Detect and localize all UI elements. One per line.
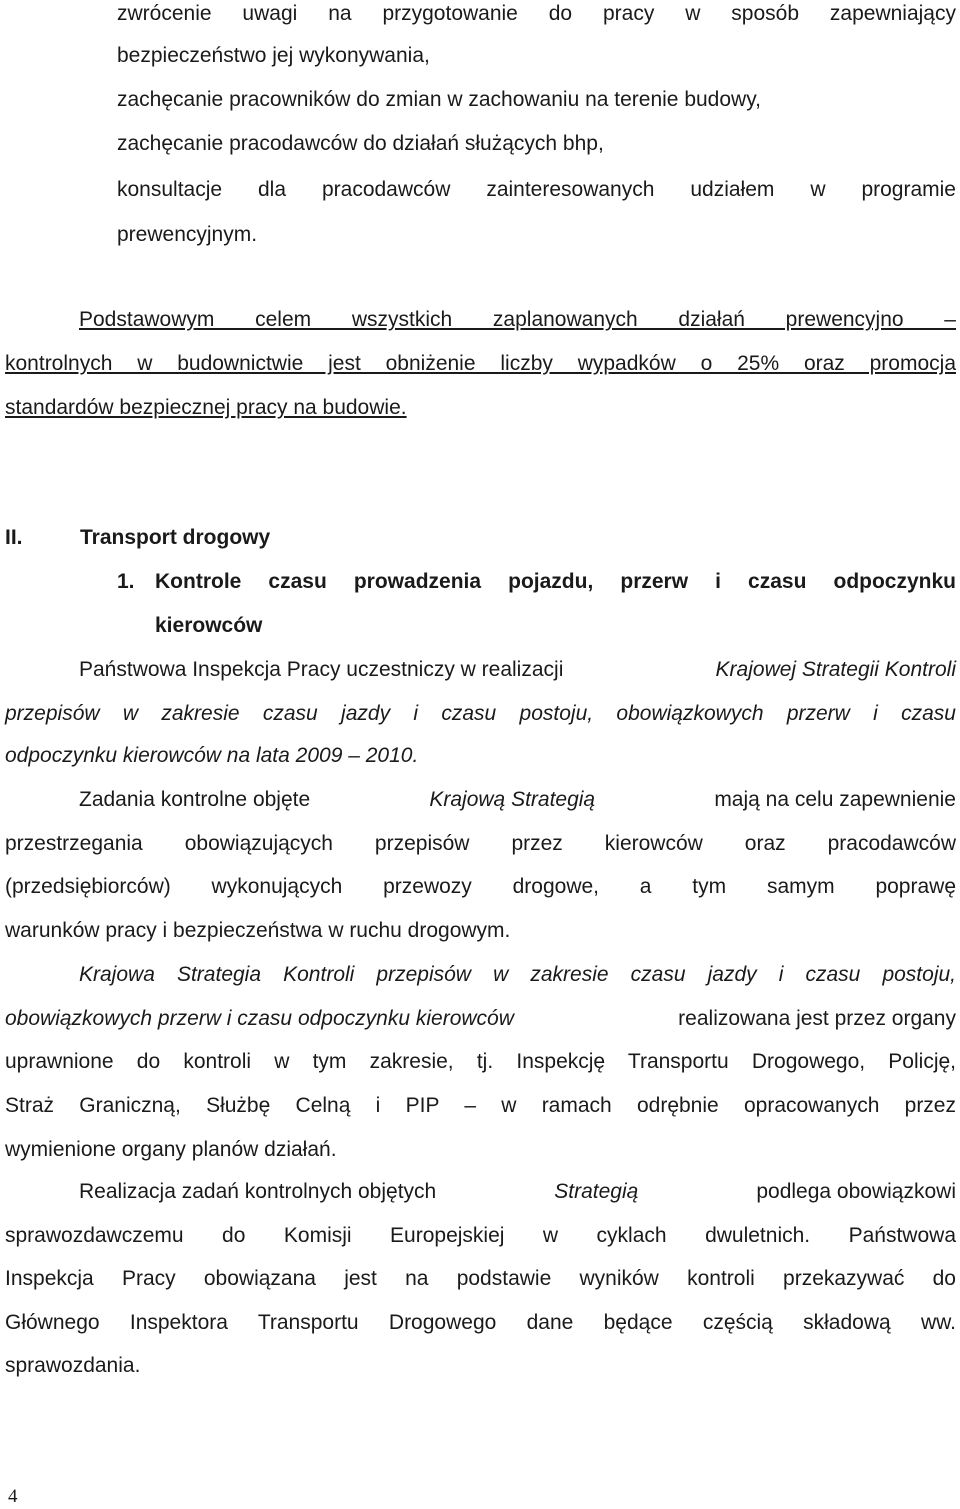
para1-strategy-title: Krajowej Strategii Kontroli [715, 658, 956, 681]
page-number: 4 [8, 1486, 18, 1507]
para4-line-1 [79, 1178, 956, 1206]
para3-strategy-title-cont: obowiązkowych przerw i czasu odpoczynku kierowców [5, 1007, 514, 1030]
section-title: Transport drogowy [80, 526, 271, 549]
para2-line-2: przestrzegania obowiązujących przepisów przez kierowców oraz pracodawców [5, 832, 956, 855]
section-number: II. [5, 526, 23, 549]
para4-strategy-ref: Strategią [554, 1180, 639, 1203]
para3-line-5: wymienione organy planów działań. [5, 1138, 337, 1161]
para1-text: Państwowa Inspekcja Pracy uczestniczy w realizacji [79, 658, 570, 681]
list-item-1-line-2: bezpieczeństwo jej wykonywania, [117, 44, 430, 67]
para2-text-c: mają na celu zapewnienie [708, 788, 956, 811]
subsection-title-line-1: Kontrole czasu prowadzenia pojazdu, przerw i czasu odpoczynku [155, 570, 956, 593]
para2-line-1 [79, 786, 956, 814]
subsection-number: 1. [117, 570, 135, 593]
goal-paragraph-line-2: kontrolnych w budownictwie jest obniżenie liczby wypadków o 25% oraz promocja [5, 352, 956, 375]
goal-paragraph-line-1: Podstawowym celem wszystkich zaplanowanych działań prewencyjno – [79, 308, 956, 331]
para2-text-a: Zadania kontrolne objęte [79, 788, 316, 811]
para3-line-2 [5, 1005, 956, 1033]
para1-line-1 [79, 656, 956, 684]
para3-line-1: Krajowa Strategia Kontroli przepisów w zakresie czasu jazdy i czasu postoju, [79, 963, 956, 986]
para4-line-5: sprawozdania. [5, 1354, 141, 1377]
para3-line-3: uprawnione do kontroli w tym zakresie, tj. Inspekcję Transportu Drogowego, Policję, [5, 1050, 956, 1073]
list-item-1-line-1: zwrócenie uwagi na przygotowanie do pracy w sposób zapewniający [117, 2, 956, 25]
para1-line-2: przepisów w zakresie czasu jazdy i czasu postoju, obowiązkowych przerw i czasu [5, 702, 956, 725]
para4-text-a: Realizacja zadań kontrolnych objętych [79, 1180, 443, 1203]
para4-text-c: podlega obowiązkowi [750, 1180, 956, 1203]
list-item-4-line-1: konsultacje dla pracodawców zainteresowanych udziałem w programie [117, 178, 956, 201]
list-item-4-line-2: prewencyjnym. [117, 223, 258, 246]
para4-line-4: Głównego Inspektora Transportu Drogowego dane będące częścią składową ww. [5, 1311, 956, 1334]
para4-line-2: sprawozdawczemu do Komisji Europejskiej w cyklach dwuletnich. Państwowa [5, 1224, 956, 1247]
list-item-2: zachęcanie pracowników do zmian w zachowaniu na terenie budowy, [117, 88, 761, 111]
para1-line-3: odpoczynku kierowców na lata 2009 – 2010. [5, 744, 419, 767]
para4-line-3: Inspekcja Pracy obowiązana jest na podstawie wyników kontroli przekazywać do [5, 1267, 956, 1290]
subsection-title-line-2: kierowców [155, 614, 263, 637]
para2-line-4: warunków pracy i bezpieczeństwa w ruchu drogowym. [5, 919, 511, 942]
para2-strategy-ref: Krajową Strategią [429, 788, 596, 811]
para3-text: realizowana jest przez organy [672, 1007, 956, 1030]
list-item-3: zachęcanie pracodawców do działań służących bhp, [117, 132, 604, 155]
para2-line-3: (przedsiębiorców) wykonujących przewozy drogowe, a tym samym poprawę [5, 875, 956, 898]
goal-paragraph-line-3: standardów bezpiecznej pracy na budowie. [5, 396, 407, 419]
para3-line-4: Straż Graniczną, Służbę Celną i PIP – w ramach odrębnie opracowanych przez [5, 1094, 956, 1117]
